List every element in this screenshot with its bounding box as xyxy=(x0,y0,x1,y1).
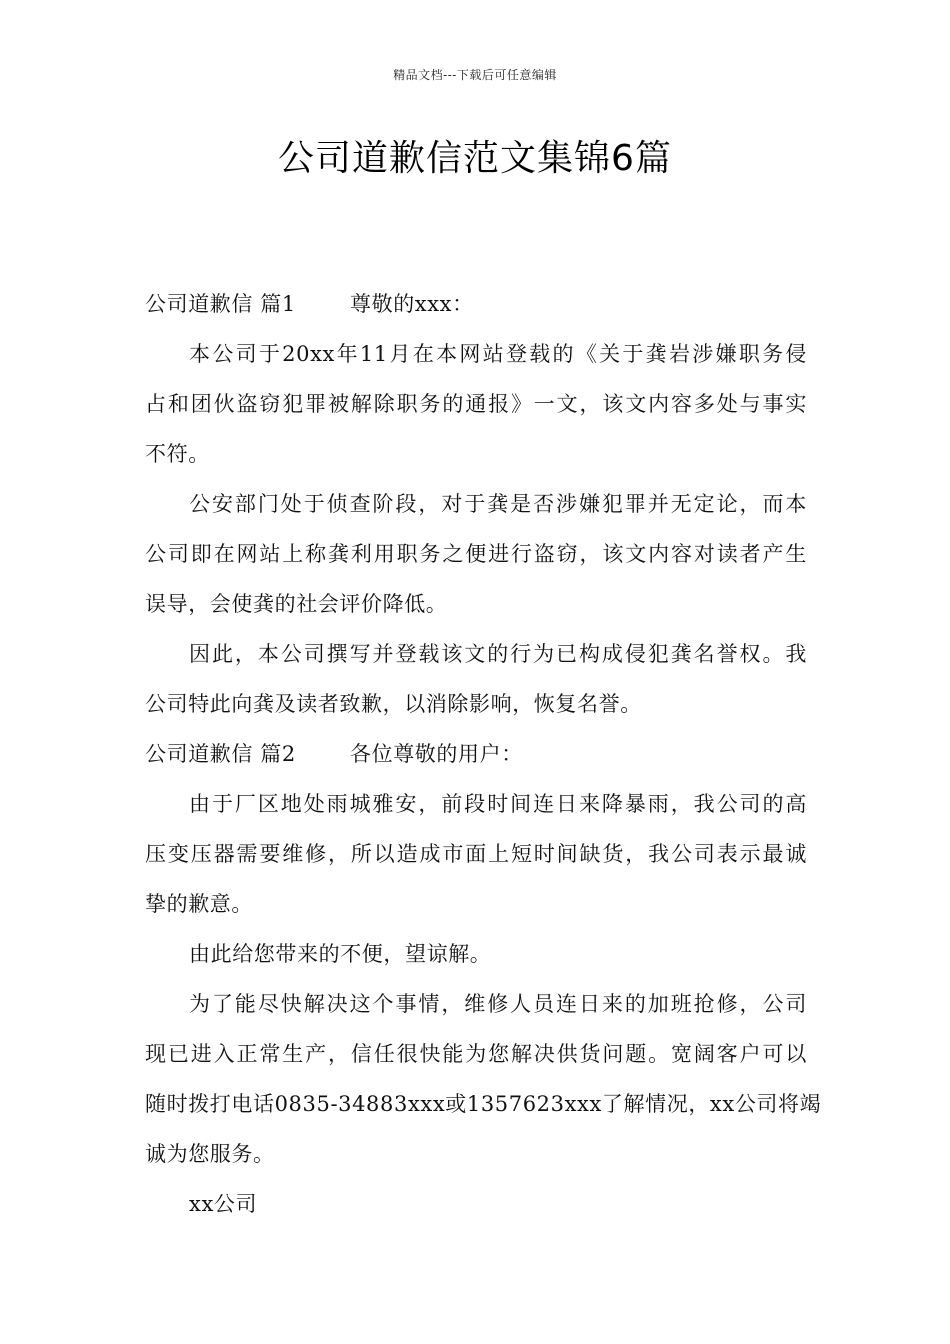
paragraph-line: 现已进入正常生产，信任很快能为您解决供货问题。宽阔客户可以 xyxy=(145,1042,807,1066)
paragraph-line: 因此，本公司撰写并登载该文的行为已构成侵犯龚名誉权。我 xyxy=(189,642,807,666)
header-note: 精品文档---下载后可任意编辑 xyxy=(393,68,557,82)
paragraph-line: 公司即在网站上称龚利用职务之便进行盗窃，该文内容对读者产生 xyxy=(145,542,807,566)
paragraph-line: 随时拨打电话0835-34883xxx或1357623xxx了解情况，xx公司将竭 xyxy=(145,1092,822,1116)
document-title: 公司道歉信范文集锦6篇 xyxy=(278,138,672,179)
section-heading xyxy=(145,729,807,779)
section-heading xyxy=(145,279,807,329)
paragraph-line: 为了能尽快解决这个事情，维修人员连日来的加班抢修，公司 xyxy=(189,992,807,1016)
paragraph-line: 不符。 xyxy=(145,442,210,466)
section-label: 公司道歉信 篇2 xyxy=(145,742,296,766)
section-label: 公司道歉信 篇1 xyxy=(145,292,296,316)
paragraph-line: 本公司于20xx年11月在本网站登载的《关于龚岩涉嫌职务侵 xyxy=(189,342,807,366)
paragraph-line: 公安部门处于侦查阶段，对于龚是否涉嫌犯罪并无定论，而本 xyxy=(189,492,807,516)
salutation: 尊敬的xxx： xyxy=(350,292,474,316)
paragraph-line: 公司特此向龚及读者致歉，以消除影响，恢复名誉。 xyxy=(145,692,642,716)
paragraph-line: 压变压器需要维修，所以造成市面上短时间缺货，我公司表示最诚 xyxy=(145,842,807,866)
paragraph-line: 诚为您服务。 xyxy=(145,1142,275,1166)
paragraph-line: 由于厂区地处雨城雅安，前段时间连日来降暴雨，我公司的高 xyxy=(189,792,807,816)
paragraph-line: 占和团伙盗窃犯罪被解除职务的通报》一文，该文内容多处与事实 xyxy=(145,392,807,416)
document-body xyxy=(145,279,822,1229)
salutation: 各位尊敬的用户： xyxy=(350,742,523,766)
paragraph-line: 误导，会使龚的社会评价降低。 xyxy=(145,592,448,616)
signature-line: xx公司 xyxy=(189,1192,258,1216)
paragraph-line: 挚的歉意。 xyxy=(145,892,253,916)
paragraph-line: 由此给您带来的不便，望谅解。 xyxy=(189,942,492,966)
